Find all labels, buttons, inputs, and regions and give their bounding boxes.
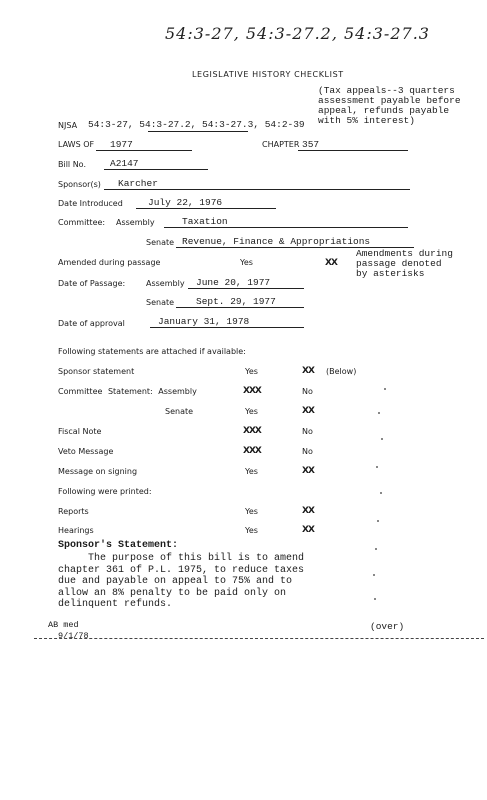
scan-speck	[381, 438, 383, 440]
attached-row-yes: Yes	[245, 367, 258, 376]
statement-line: due and payable on appeal to 75% and to	[58, 576, 293, 587]
printed-row-yes: Yes	[245, 526, 258, 535]
committee-assembly-underline	[164, 227, 408, 228]
date-introduced-label: Date Introduced	[58, 199, 123, 208]
attached-row-no: No	[302, 387, 313, 396]
tax-appeals-note	[318, 86, 461, 126]
chapter-value: 357	[302, 139, 320, 150]
date-introduced-underline	[136, 208, 276, 209]
statement-heading: Sponsor's Statement:	[58, 540, 179, 551]
approval-value: January 31, 1978	[158, 316, 250, 327]
attached-row-yes: Yes	[245, 467, 258, 476]
footer-over: (over)	[370, 621, 405, 632]
printed-heading: Following were printed:	[58, 487, 152, 496]
passage-senate-value: Sept. 29, 1977	[196, 296, 276, 307]
approval-underline	[150, 327, 304, 328]
scan-speck	[380, 492, 382, 494]
scan-speck	[375, 548, 377, 550]
scan-speck	[378, 412, 380, 414]
scan-speck	[373, 574, 375, 576]
attached-row-yes: Yes	[245, 407, 258, 416]
attached-row-no: No	[302, 427, 313, 436]
bill-no-label: Bill No.	[58, 160, 86, 169]
attached-row-extra: (Below)	[326, 367, 357, 376]
footer-initials: AB med	[48, 620, 79, 630]
bill-no-underline	[104, 169, 208, 170]
amended-note	[356, 249, 453, 279]
scan-speck	[384, 388, 386, 390]
amended-note-line: Amendments during	[356, 248, 453, 259]
attached-row-no-struck: XX	[302, 406, 314, 416]
laws-of-label: LAWS OF	[58, 140, 95, 149]
chapter-label: CHAPTER	[262, 140, 300, 149]
njsa-value-text: 54:3-27, 54:3-27.2, 54:3-27.3, 54:2-39	[88, 119, 305, 130]
printed-row-label: Reports	[58, 507, 89, 516]
scan-speck	[377, 520, 379, 522]
sponsor-value: Karcher	[118, 178, 158, 189]
committee-label: Committee:	[58, 218, 106, 227]
amended-note-line: passage denoted	[356, 258, 442, 269]
attached-row-no: No	[302, 447, 313, 456]
laws-of-value: 1977	[110, 139, 133, 150]
committee-senate-label: Senate	[146, 238, 175, 247]
printed-row-yes: Yes	[245, 507, 258, 516]
attached-row-label: Fiscal Note	[58, 427, 102, 436]
attached-row-yes-struck: XXX	[243, 386, 261, 396]
statement-line: allow an 8% penalty to be paid only on	[58, 587, 287, 599]
passage-assembly-underline	[188, 288, 304, 289]
amended-note-line: by asterisks	[356, 268, 425, 279]
amended-no-struck: XX	[325, 258, 337, 268]
attached-row-yes-struck: XXX	[243, 446, 261, 456]
scan-speck	[376, 466, 378, 468]
amended-label: Amended during passage	[58, 258, 161, 267]
footer-date: 9/1/78	[58, 631, 89, 641]
note-line: with 5% interest)	[318, 115, 415, 126]
attached-row-label: Committee Statement: Assembly	[58, 387, 197, 396]
passage-assembly-label: Assembly	[146, 279, 185, 288]
sponsor-underline	[104, 189, 410, 190]
attached-row-no-struck: XX	[302, 366, 314, 376]
statement-line: The purpose of this bill is to amend	[58, 553, 305, 564]
note-line: appeal, refunds payable	[318, 105, 450, 116]
passage-label: Date of Passage:	[58, 279, 126, 288]
statement-line: delinquent refunds.	[58, 599, 173, 610]
committee-assembly-label: Assembly	[116, 218, 155, 227]
attached-row-label: Senate	[165, 407, 194, 416]
attached-row-label: Veto Message	[58, 447, 114, 456]
njsa-underline	[148, 131, 248, 132]
attached-row-label: Message on signing	[58, 467, 138, 476]
scan-speck	[374, 598, 376, 600]
attached-heading: Following statements are attached if available:	[58, 347, 246, 356]
passage-senate-underline	[176, 307, 304, 308]
date-introduced-value: July 22, 1976	[148, 197, 223, 208]
chapter-underline	[298, 150, 408, 151]
footer-dashed-rule	[34, 638, 484, 639]
sponsor-label: Sponsor(s)	[58, 180, 101, 189]
statement-line: chapter 361 of P.L. 1975, to reduce taxes	[58, 564, 305, 576]
committee-senate-value: Revenue, Finance & Appropriations	[182, 236, 371, 247]
approval-label: Date of approval	[58, 319, 125, 328]
printed-row-no-struck: XX	[302, 506, 314, 516]
njsa-value	[88, 119, 305, 130]
handwritten-sections: 54:3-27, 54:3-27.2, 54:3-27.3	[165, 24, 430, 43]
passage-senate-label: Senate	[146, 298, 175, 307]
bill-no-value: A2147	[110, 158, 139, 169]
committee-assembly-value: Taxation	[182, 216, 228, 227]
amended-yes: Yes	[240, 258, 253, 267]
attached-row-yes-struck: XXX	[243, 426, 261, 436]
njsa-label: NJSA	[58, 121, 78, 130]
printed-row-label: Hearings	[58, 526, 94, 535]
page-title: LEGISLATIVE HISTORY CHECKLIST	[192, 70, 344, 79]
attached-row-label: Sponsor statement	[58, 367, 135, 376]
laws-of-underline	[96, 150, 192, 151]
note-line: (Tax appeals--3 quarters	[318, 85, 455, 96]
passage-assembly-value: June 20, 1977	[196, 277, 271, 288]
note-line: assessment payable before	[318, 95, 461, 106]
attached-row-no-struck: XX	[302, 466, 314, 476]
printed-row-no-struck: XX	[302, 525, 314, 535]
statement-body	[58, 553, 304, 611]
